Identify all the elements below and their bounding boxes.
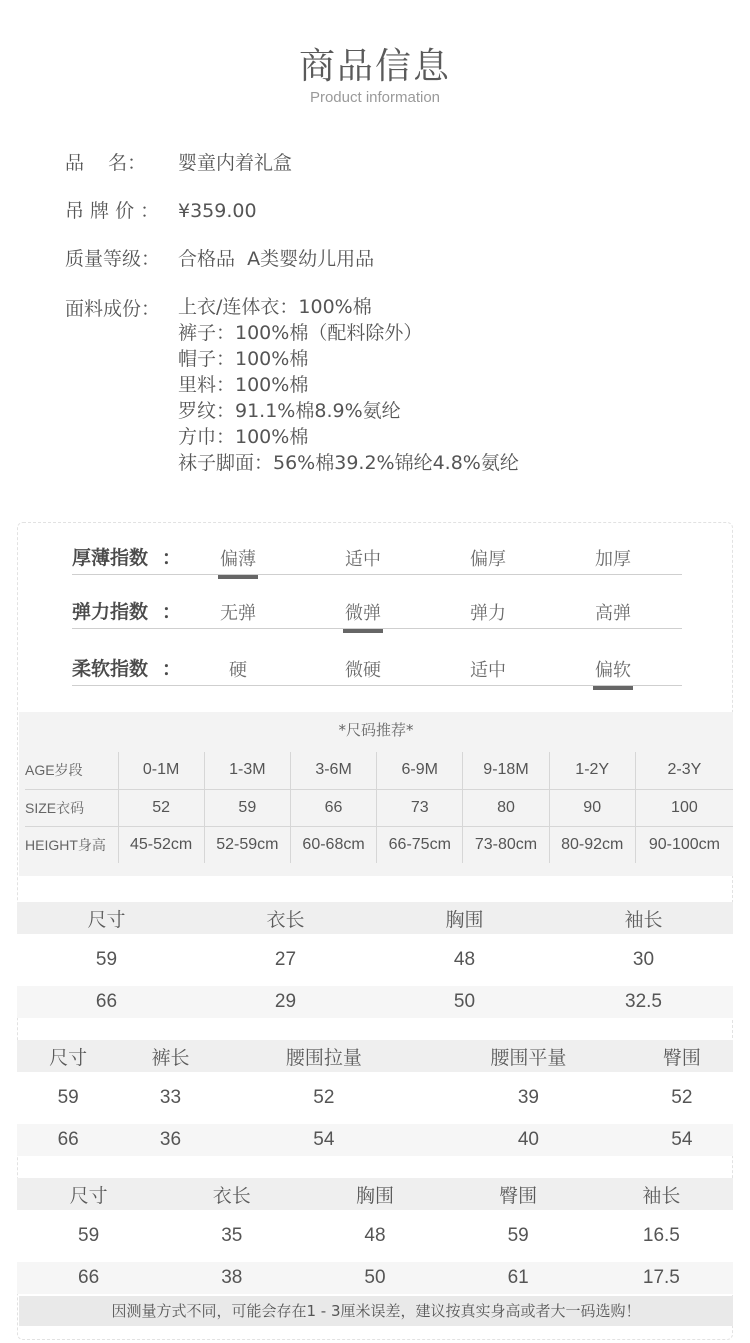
table-cell: 52-59cm (204, 826, 290, 863)
table-cell: 73 (377, 789, 463, 826)
index-option (208, 545, 268, 571)
fabric-line: 罗纹：91.1%棉8.9%氨纶 (178, 400, 401, 422)
table-cell: 66-75cm (377, 826, 463, 863)
fabric-line: 里料：100%棉 (178, 374, 309, 396)
table-row (17, 1072, 733, 1124)
table-cell: 52 (631, 1072, 733, 1124)
option-label: 硬 (229, 660, 247, 681)
pants-measure-table (17, 1040, 733, 1156)
column-header: 尺寸 (17, 1178, 160, 1210)
table-cell: 39 (426, 1072, 631, 1124)
table-cell: 0-1M (118, 752, 204, 789)
column-header: 袖长 (590, 1178, 733, 1210)
table-cell: 80-92cm (549, 826, 635, 863)
table-cell: 66 (290, 789, 376, 826)
option-label: 偏薄 (220, 549, 256, 570)
option-label: 无弹 (220, 603, 256, 624)
table-cell: 59 (17, 1210, 160, 1262)
table-row (17, 1262, 733, 1294)
info-value: ¥359.00 (178, 200, 257, 222)
table-cell: 1-2Y (549, 752, 635, 789)
table-cell: 27 (196, 934, 375, 986)
size-recommend-panel (19, 712, 733, 876)
table-cell: 48 (375, 934, 554, 986)
table-header-row (17, 1040, 733, 1072)
info-row-name (65, 150, 705, 176)
table-row (17, 1124, 733, 1156)
table-cell: 59 (447, 1210, 590, 1262)
column-header: 尺寸 (17, 902, 196, 934)
table-row (25, 789, 733, 826)
table-header-row (17, 1178, 733, 1210)
index-option (208, 656, 268, 682)
option-label: 微硬 (345, 660, 381, 681)
info-label: 质量等级： (65, 248, 161, 270)
table-cell: 59 (17, 934, 196, 986)
table-cell: 90 (549, 789, 635, 826)
table-cell: 61 (447, 1262, 590, 1294)
option-label: 微弹 (345, 603, 381, 624)
index-option (208, 599, 268, 625)
option-label: 高弹 (595, 603, 631, 624)
option-label: 弹力 (470, 603, 506, 624)
column-header: 衣长 (196, 902, 375, 934)
table-cell: 59 (204, 789, 290, 826)
table-header-row (17, 902, 733, 934)
selected-indicator (218, 575, 258, 579)
index-colon: ： (162, 601, 182, 623)
index-thickness (72, 539, 682, 575)
table-cell: 36 (119, 1124, 221, 1156)
option-label: 适中 (345, 549, 381, 570)
page-title: 商品信息 (298, 46, 451, 87)
index-label: 柔软指数 (72, 658, 149, 680)
row-header: HEIGHT身高 (25, 836, 106, 853)
index-colon: ： (162, 658, 182, 680)
table-cell: 59 (17, 1072, 119, 1124)
table-cell: 3-6M (290, 752, 376, 789)
option-label: 偏软 (595, 660, 631, 681)
table-cell: 48 (303, 1210, 446, 1262)
size-recommend-title: *尺码推荐* (338, 721, 414, 739)
index-option (583, 656, 643, 682)
row-header: SIZE衣码 (25, 789, 118, 826)
selected-indicator (593, 686, 633, 690)
index-option (333, 545, 393, 571)
fabric-line: 袜子脚面：56%棉39.2%锦纶4.8%氨纶 (178, 452, 519, 474)
column-header: 腰围拉量 (222, 1040, 427, 1072)
index-option (458, 545, 518, 571)
column-header: 臀围 (631, 1040, 733, 1072)
index-option (458, 656, 518, 682)
fabric-line: 上衣/连体衣：100%棉 (178, 296, 372, 318)
column-header: 胸围 (303, 1178, 446, 1210)
table-row (25, 752, 733, 789)
info-label: 品 名： (65, 152, 147, 174)
info-value: 合格品 A类婴幼儿用品 (178, 248, 375, 270)
column-header: 衣长 (160, 1178, 303, 1210)
column-header: 臀围 (447, 1178, 590, 1210)
table-cell: 50 (303, 1262, 446, 1294)
info-label: 面料成份： (65, 298, 161, 320)
top-measure-table (17, 902, 733, 1018)
table-cell: 32.5 (554, 986, 733, 1018)
fabric-line: 方巾：100%棉 (178, 426, 309, 448)
info-row-fabric (65, 294, 705, 476)
table-cell: 35 (160, 1210, 303, 1262)
table-cell: 9-18M (463, 752, 549, 789)
table-cell: 52 (222, 1072, 427, 1124)
table-cell: 17.5 (590, 1262, 733, 1294)
table-cell: 30 (554, 934, 733, 986)
table-row (17, 1210, 733, 1262)
table-cell: 54 (631, 1124, 733, 1156)
table-cell: 52 (118, 789, 204, 826)
column-header: 袖长 (554, 902, 733, 934)
index-option (583, 545, 643, 571)
bodysuit-measure-table (17, 1178, 733, 1294)
measurement-note: 因测量方式不同，可能会存在1 - 3厘米误差，建议按真实身高或者大一码选购！ (19, 1296, 733, 1326)
table-cell: 54 (222, 1124, 427, 1156)
table-cell: 90-100cm (635, 826, 733, 863)
table-cell: 38 (160, 1262, 303, 1294)
table-cell: 29 (196, 986, 375, 1018)
column-header: 尺寸 (17, 1040, 119, 1072)
table-cell: 66 (17, 986, 196, 1018)
table-cell: 60-68cm (290, 826, 376, 863)
info-row-price (65, 198, 705, 224)
table-cell: 80 (463, 789, 549, 826)
index-label: 弹力指数 (72, 601, 149, 623)
fabric-line: 裤子：100%棉（配料除外） (178, 322, 423, 344)
index-option (333, 656, 393, 682)
index-colon: ： (162, 547, 182, 569)
page-subtitle: Product information (309, 89, 441, 106)
table-cell: 66 (17, 1262, 160, 1294)
table-row (17, 986, 733, 1018)
row-header: AGE岁段 (25, 752, 118, 789)
table-row (25, 826, 733, 863)
column-header: 腰围平量 (426, 1040, 631, 1072)
selected-indicator (343, 629, 383, 633)
table-cell: 6-9M (377, 752, 463, 789)
index-option (458, 599, 518, 625)
table-cell: 40 (426, 1124, 631, 1156)
option-label: 适中 (470, 660, 506, 681)
table-cell: 100 (635, 789, 733, 826)
table-cell: 33 (119, 1072, 221, 1124)
option-label: 加厚 (595, 549, 631, 570)
index-softness (72, 650, 682, 686)
table-cell: 2-3Y (635, 752, 733, 789)
index-label: 厚薄指数 (72, 547, 149, 569)
fabric-lines (178, 294, 519, 476)
index-elasticity (72, 593, 682, 629)
index-option (333, 599, 393, 625)
info-row-grade (65, 246, 705, 272)
info-value: 婴童内着礼盒 (178, 152, 293, 174)
option-label: 偏厚 (470, 549, 506, 570)
table-cell: 73-80cm (463, 826, 549, 863)
index-option (583, 599, 643, 625)
product-info (65, 150, 705, 498)
fabric-line: 帽子：100%棉 (178, 348, 309, 370)
table-cell: 1-3M (204, 752, 290, 789)
table-row (17, 934, 733, 986)
column-header: 裤长 (119, 1040, 221, 1072)
column-header: 胸围 (375, 902, 554, 934)
table-cell: 45-52cm (118, 826, 204, 863)
table-cell: 16.5 (590, 1210, 733, 1262)
size-recommend-table (25, 752, 733, 863)
table-cell: 66 (17, 1124, 119, 1156)
table-cell: 50 (375, 986, 554, 1018)
info-label: 吊 牌 价 ： (65, 200, 160, 222)
